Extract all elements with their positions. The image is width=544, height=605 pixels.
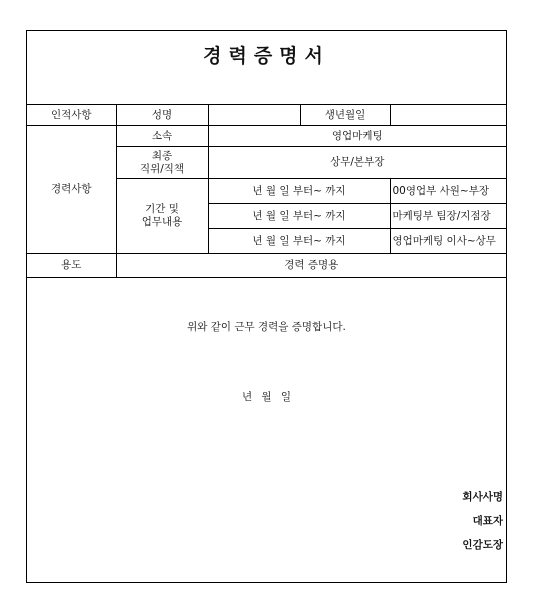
personal-row [27,105,506,126]
representative-label: 대표자 [472,515,503,527]
certification-statement: 위와 같이 근무 경력을 증명합니다. [187,321,346,333]
issue-date: 년 월 일 [241,391,292,403]
birth-label: 생년월일 [300,105,390,126]
name-label: 성명 [116,105,208,126]
period-range: 년 월 일 부터~ 까지 [208,179,390,204]
career-table [27,104,506,278]
certificate-sheet [26,30,507,583]
period-duty: 마케팅부 팀장/지점장 [390,204,506,229]
seal-label: 인감도장 [462,539,503,551]
period-duty: 00영업부 사원~부장 [390,179,506,204]
purpose-value: 경력 증명용 [116,254,506,278]
name-value [208,105,300,126]
affiliation-row [27,126,506,147]
affiliation-value: 영업마케팅 [208,126,506,147]
purpose-row [27,254,506,278]
document-title: 경력증명서 [203,45,330,67]
personal-label: 인적사항 [27,105,116,126]
birth-value [390,105,506,126]
period-range: 년 월 일 부터~ 까지 [208,229,390,254]
position-value: 상무/본부장 [208,147,506,179]
affiliation-label: 소속 [116,126,208,147]
period-range: 년 월 일 부터~ 까지 [208,204,390,229]
period-label: 기간 및 업무내용 [116,179,208,254]
company-name-label: 회사사명 [462,491,503,503]
period-duty: 영업마케팅 이사~상무 [390,229,506,254]
career-label: 경력사항 [27,126,116,254]
purpose-label: 용도 [27,254,116,278]
position-label: 최종 직위/직책 [116,147,208,179]
